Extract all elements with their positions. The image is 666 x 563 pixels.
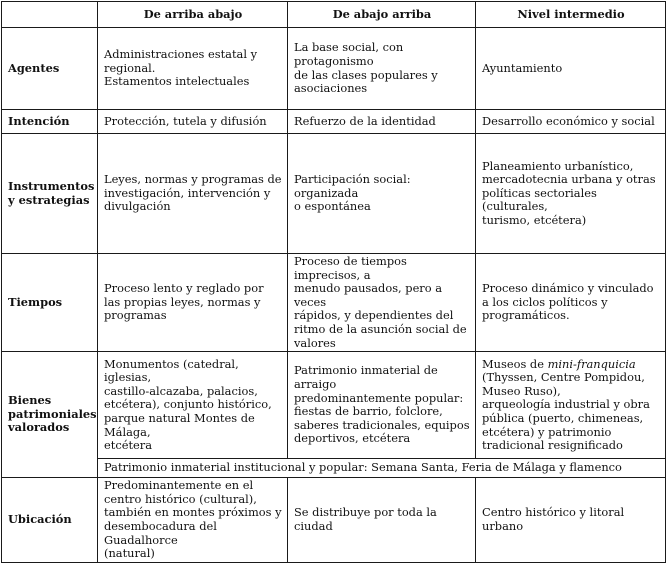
cell-tiempos-intermediate	[476, 254, 666, 352]
text-line: Predominantemente en el	[104, 478, 254, 493]
text-line: también en montes próximos y	[104, 505, 282, 520]
text-line: programáticos.	[482, 308, 570, 323]
text-line: centro histórico (cultural),	[104, 491, 257, 506]
cell-tiempos-bottom-up	[288, 254, 476, 352]
cell-agentes-intermediate	[476, 28, 666, 110]
row-label-agentes: Agentes	[2, 28, 98, 110]
text-line: Monumentos (catedral, iglesias,	[104, 356, 239, 385]
text-line	[482, 358, 660, 372]
text-line: divulgación	[104, 199, 171, 214]
text-line: (natural)	[104, 546, 155, 561]
text-line: a los ciclos políticos y	[482, 294, 608, 309]
text-line: arqueología industrial y obra	[482, 397, 650, 412]
text-line: regional.	[104, 60, 156, 75]
text-line: Planeamiento urbanístico,	[482, 158, 634, 173]
cell-bienes-shared: Patrimonio inmaterial institucional y popular: Semana Santa, Feria de Málaga y flamenco	[98, 459, 666, 478]
text-line: (Thyssen, Centre Pompidou,	[482, 370, 645, 385]
row-bienes-shared	[2, 459, 666, 478]
cell-agentes-top-down	[98, 28, 288, 110]
label-line: Bienes	[8, 393, 52, 408]
text-line: Ayuntamiento	[482, 60, 563, 75]
row-bienes	[2, 352, 666, 459]
header-top-down: De arriba abajo	[98, 2, 288, 28]
text-line: Participación social: organizada	[294, 172, 411, 200]
text-line: asociaciones	[294, 81, 368, 96]
row-tiempos	[2, 254, 666, 352]
text-line: rápidos, y dependientes del	[294, 308, 454, 323]
cell-ubicacion-bottom-up: Se distribuye por toda la ciudad	[288, 478, 476, 563]
row-label-bienes	[2, 352, 98, 478]
text-line: deportivos, etcétera	[294, 431, 411, 446]
text-line: Estamentos intelectuales	[104, 74, 250, 89]
row-label-intencion: Intención	[2, 110, 98, 134]
row-label-tiempos: Tiempos	[2, 254, 98, 352]
text-line: Patrimonio inmaterial de arraigo	[294, 363, 438, 391]
text-line: etcétera), conjunto histórico,	[104, 397, 272, 412]
cell-instrumentos-top-down	[98, 134, 288, 254]
cell-bienes-intermediate	[476, 352, 666, 459]
text-line: La base social, con protagonismo	[294, 40, 404, 68]
text-line: Administraciones estatal y	[104, 47, 258, 62]
row-instrumentos	[2, 134, 666, 254]
header-intermediate: Nivel intermedio	[476, 2, 666, 28]
text-line: pública (puerto, chimeneas,	[482, 410, 644, 425]
header-corner	[2, 2, 98, 28]
cell-intencion-top-down: Protección, tutela y difusión	[98, 110, 288, 134]
italic-term: mini-franquicia	[547, 356, 636, 371]
comparison-table	[1, 1, 666, 563]
cell-instrumentos-bottom-up	[288, 134, 476, 254]
text-line: castillo-alcazaba, palacios,	[104, 383, 258, 398]
cell-instrumentos-intermediate	[476, 134, 666, 254]
text-line: investigación, intervención y	[104, 185, 271, 200]
text-line: Proceso de tiempos imprecisos, a	[294, 254, 407, 282]
text-line: mercadotecnia urbana y otras	[482, 172, 656, 187]
cell-ubicacion-intermediate: Centro histórico y litoral urbano	[476, 478, 666, 563]
text-line: Proceso dinámico y vinculado	[482, 281, 654, 296]
text-line: de las clases populares y	[294, 67, 438, 82]
row-label-ubicacion: Ubicación	[2, 478, 98, 563]
text-line: etcétera) y patrimonio	[482, 424, 612, 439]
text-line: políticas sectoriales (culturales,	[482, 185, 597, 214]
header-bottom-up: De abajo arriba	[288, 2, 476, 28]
row-intencion	[2, 110, 666, 134]
cell-bienes-top-down	[98, 352, 288, 459]
cell-bienes-bottom-up	[288, 352, 476, 459]
text-line: Proceso lento y reglado por	[104, 281, 264, 296]
text-line: predominantemente popular:	[294, 390, 464, 405]
cell-tiempos-top-down	[98, 254, 288, 352]
text-fragment: Museos de	[482, 356, 548, 371]
label-line: patrimoniales	[8, 406, 97, 421]
text-line: desembocadura del Guadalhorce	[104, 518, 217, 547]
text-line: etcétera	[104, 438, 152, 453]
text-line: ritmo de la asunción social de	[294, 321, 467, 336]
text-line: fiestas de barrio, folclore,	[294, 404, 443, 419]
text-line: programas	[104, 308, 167, 323]
text-line: turismo, etcétera)	[482, 212, 587, 227]
text-line: valores	[294, 335, 336, 350]
header-row	[2, 2, 666, 28]
text-line: las propias leyes, normas y	[104, 294, 261, 309]
text-line: menudo pausados, pero a veces	[294, 281, 443, 309]
text-line: Museo Ruso),	[482, 383, 561, 398]
cell-intencion-intermediate: Desarrollo económico y social	[476, 110, 666, 134]
label-line: Instrumentos	[8, 178, 95, 193]
row-agentes	[2, 28, 666, 110]
text-line: saberes tradicionales, equipos	[294, 417, 470, 432]
cell-intencion-bottom-up: Refuerzo de la identidad	[288, 110, 476, 134]
text-line: o espontánea	[294, 199, 371, 214]
cell-ubicacion-top-down	[98, 478, 288, 563]
text-line: Leyes, normas y programas de	[104, 172, 282, 187]
label-line: y estrategias	[8, 192, 90, 207]
text-line: tradicional resignificado	[482, 438, 623, 453]
label-line: valorados	[8, 420, 70, 435]
row-ubicacion	[2, 478, 666, 563]
row-label-instrumentos	[2, 134, 98, 254]
cell-agentes-bottom-up	[288, 28, 476, 110]
text-line: parque natural Montes de Málaga,	[104, 410, 255, 439]
